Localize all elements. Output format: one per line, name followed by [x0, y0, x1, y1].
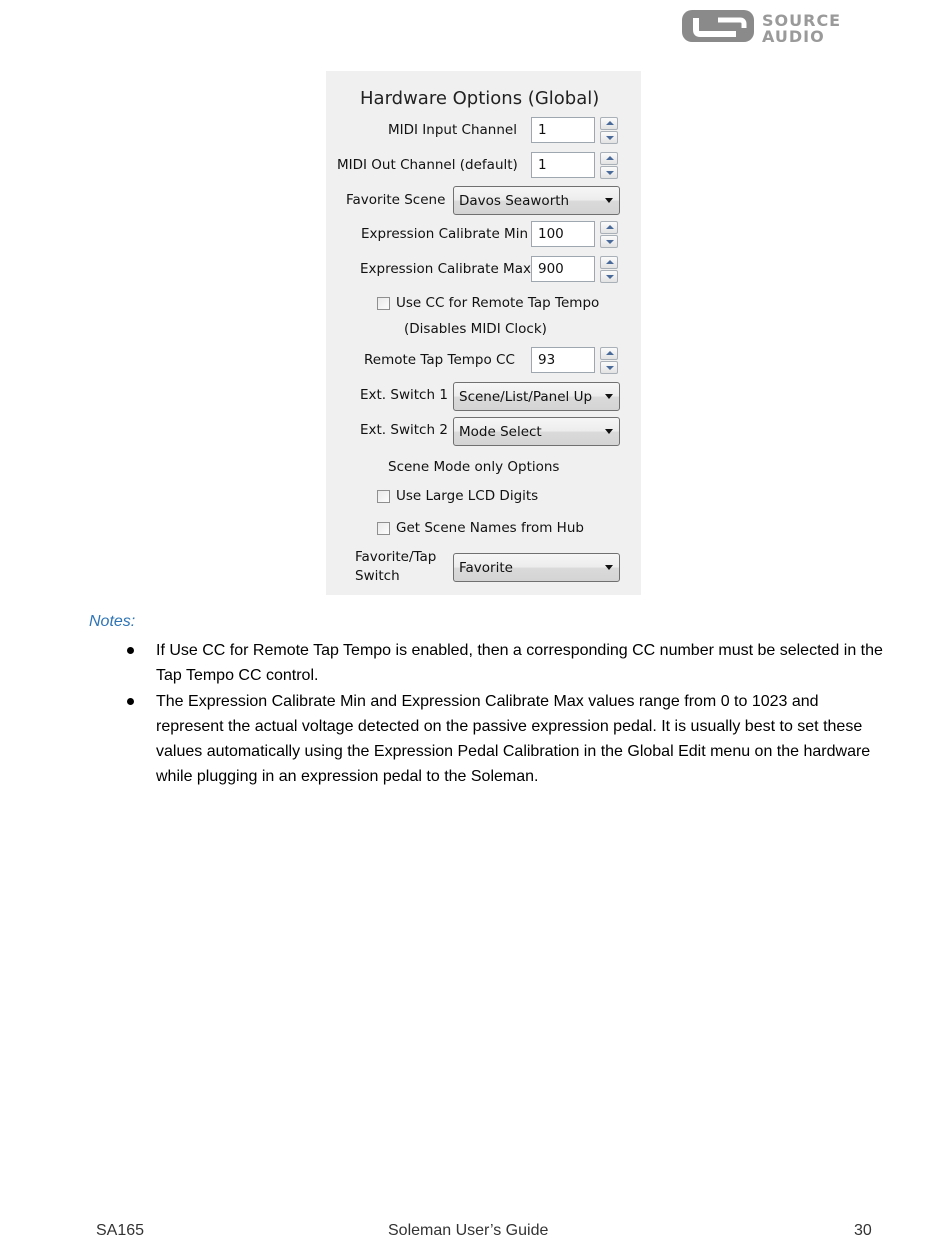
remote-tap-cc-label: Remote Tap Tempo CC — [364, 352, 515, 368]
favorite-tap-switch-label-line1: Favorite/Tap — [355, 549, 437, 565]
expr-cal-max-spinner[interactable] — [600, 256, 618, 284]
spin-up-icon[interactable] — [600, 256, 618, 269]
source-audio-logo — [678, 6, 878, 46]
panel-title: Hardware Options (Global) — [360, 88, 600, 109]
get-scene-names-checkbox[interactable] — [377, 522, 390, 535]
midi-out-channel-spinner[interactable] — [600, 152, 618, 180]
expr-cal-max-label: Expression Calibrate Max — [360, 261, 531, 277]
midi-input-channel-label: MIDI Input Channel — [388, 122, 517, 138]
spin-down-icon[interactable] — [600, 235, 618, 248]
list-item: The Expression Calibrate Min and Expression Calibrate Max values range from 0 to 1023 and represent the actual voltage detected on the passive expression pedal. It is usually best to set these values automatically using the Expression Pedal Calibration in the Global Edit menu on the hardware while plugging in an expression pedal to the Soleman. — [125, 689, 885, 789]
remote-tap-cc-spinner[interactable] — [600, 347, 618, 375]
midi-input-channel-spinner[interactable] — [600, 117, 618, 145]
favorite-scene-label: Favorite Scene — [346, 192, 446, 208]
footer-doc-code: SA165 — [96, 1222, 145, 1239]
hardware-options-panel — [326, 71, 641, 595]
spin-up-icon[interactable] — [600, 221, 618, 234]
expr-cal-min-field[interactable]: 100 — [531, 221, 595, 247]
favorite-tap-switch-select[interactable]: Favorite — [453, 553, 620, 582]
favorite-scene-select[interactable]: Davos Seaworth — [453, 186, 620, 215]
spin-up-icon[interactable] — [600, 117, 618, 130]
expr-cal-min-spinner[interactable] — [600, 221, 618, 249]
spin-up-icon[interactable] — [600, 347, 618, 360]
remote-tap-cc-field[interactable]: 93 — [531, 347, 595, 373]
list-item: If Use CC for Remote Tap Tempo is enabled, then a corresponding CC number must be selected in the Tap Tempo CC control. — [125, 638, 885, 688]
disables-midi-clock-note: (Disables MIDI Clock) — [404, 321, 547, 337]
expr-cal-max-field[interactable]: 900 — [531, 256, 595, 282]
spin-up-icon[interactable] — [600, 152, 618, 165]
get-scene-names-label: Get Scene Names from Hub — [396, 520, 584, 536]
ext-switch-2-select[interactable]: Mode Select — [453, 417, 620, 446]
expr-cal-min-label: Expression Calibrate Min — [361, 226, 529, 242]
use-cc-remote-tap-label: Use CC for Remote Tap Tempo — [396, 295, 600, 311]
ext-switch-1-select[interactable]: Scene/List/Panel Up — [453, 382, 620, 411]
ext-switch-2-label: Ext. Switch 2 — [360, 422, 448, 438]
scene-mode-options-heading: Scene Mode only Options — [388, 459, 560, 475]
midi-input-channel-field[interactable]: 1 — [531, 117, 595, 143]
midi-out-channel-field[interactable]: 1 — [531, 152, 595, 178]
footer-page-number: 30 — [854, 1222, 872, 1239]
spin-down-icon[interactable] — [600, 361, 618, 374]
spin-down-icon[interactable] — [600, 166, 618, 179]
ext-switch-1-label: Ext. Switch 1 — [360, 387, 448, 403]
favorite-tap-switch-label-line2: Switch — [355, 568, 400, 584]
notes-list — [125, 638, 885, 790]
use-large-lcd-label: Use Large LCD Digits — [396, 488, 539, 504]
svg-text:SOURCE: SOURCE — [762, 11, 842, 30]
notes-heading: Notes: — [89, 613, 136, 630]
footer-doc-title: Soleman User’s Guide — [388, 1222, 549, 1239]
spin-down-icon[interactable] — [600, 270, 618, 283]
spin-down-icon[interactable] — [600, 131, 618, 144]
use-cc-remote-tap-checkbox[interactable] — [377, 297, 390, 310]
midi-out-channel-label: MIDI Out Channel (default) — [337, 157, 518, 173]
svg-text:AUDIO: AUDIO — [762, 27, 825, 46]
use-large-lcd-checkbox[interactable] — [377, 490, 390, 503]
